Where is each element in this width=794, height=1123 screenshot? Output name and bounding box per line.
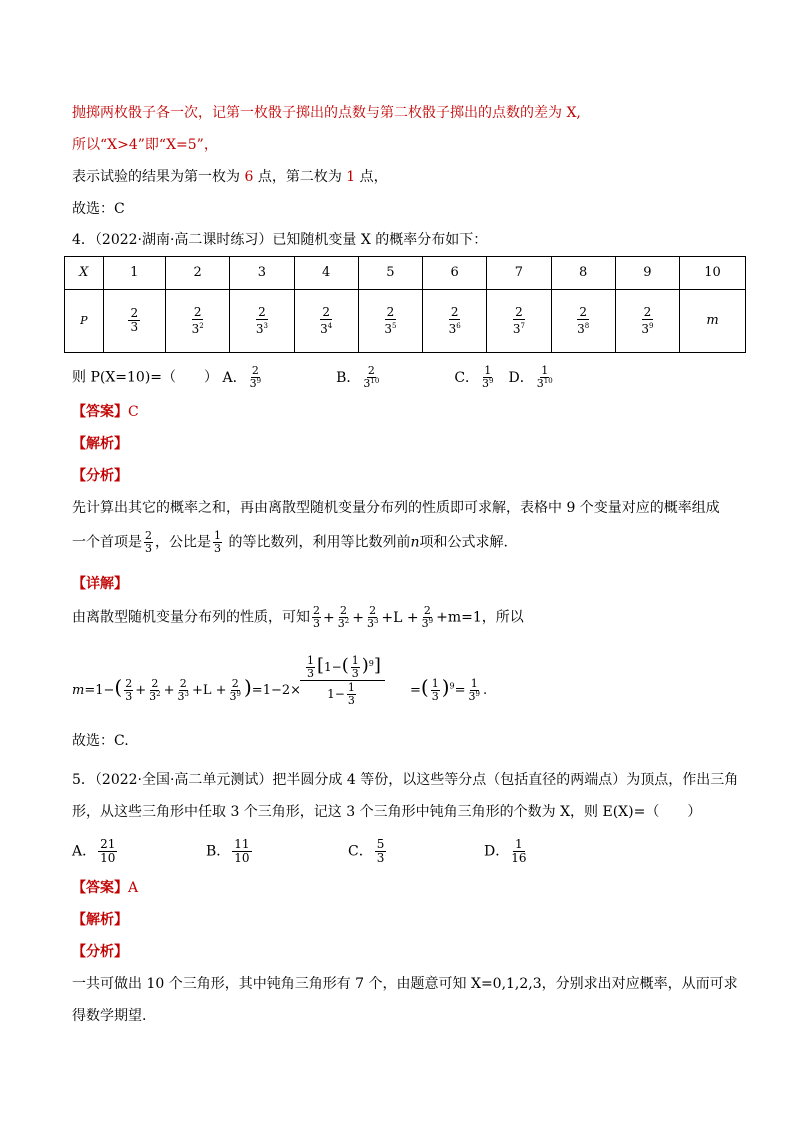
fraction-1-3: $\frac{1}{3}$ (214, 529, 221, 555)
q4-detail-line-1: 由离散型随机变量分布列的性质，可知 $\frac{2}{3}$ + $\frac{2}{3^2}$ + $\frac{2}{3^3}$ +L + $\frac{2}{3^9}$ +m=1，所以 (72, 604, 524, 630)
table-row-x (65, 257, 746, 290)
q5-heading-line-2: 形，从这些三角形中任取 3 个三角形，记这 3 个三角形中钝角三角形的个数为 X，则 E(X)=（ ） (72, 804, 702, 820)
q5-fenxi-label: 【分析】 (72, 944, 128, 960)
q4-conclusion: 故选：C. (72, 733, 129, 749)
q4-detail-label: 【详解】 (72, 576, 128, 592)
fraction-2-3: $\frac{2}{3}$ (145, 529, 152, 555)
q5-fenxi-line-2: 得数学期望. (72, 1008, 147, 1024)
table-row-p (65, 289, 746, 352)
table-cell: 10 (680, 257, 746, 290)
table-cell-probability: $\frac{2}{3^4}$ (294, 289, 358, 352)
q4-question-line: 则 P(X=10)=（ ） A． $\frac{2}{3^9}$ B． $\frac{2}{3^{10}}$ C． $\frac{1}{3^9}$ D． $\frac{1}{3^{10}}$ (72, 365, 556, 390)
intro-line-4: 故选：C (72, 201, 125, 217)
table-cell-m: m (680, 289, 746, 352)
q4-option-d[interactable]: D． $\frac{1}{3^{10}}$ (508, 364, 553, 390)
table-cell-probability: $\frac{2}{3^3}$ (230, 289, 294, 352)
q4-heading: 4．（2022·湖南·高二课时练习）已知随机变量 X 的概率分布如下： (72, 232, 488, 248)
table-cell-probability: $\frac{2}{3^6}$ (423, 289, 487, 352)
table-cell: 5 (358, 257, 422, 290)
q4-option-b[interactable]: B． $\frac{2}{3^{10}}$ (336, 364, 380, 390)
table-cell: 8 (551, 257, 615, 290)
m-derivation-equation: m=1−( $\frac{2}{3}$ + $\frac{2}{3^2}$ + $\frac{2}{3^3}$ +L + $\frac{2}{3^9}$ )=1−2× $\frac{1}{3}$ [1−( $\frac{1}{3}$ )$^9$] 1− $\frac{1}{3}$ =( $\frac{1}{3}$ )$^9$= $\frac{1}{3^9}$ . (72, 645, 592, 721)
q4-answer: 【答案】C (72, 404, 139, 420)
table-cell-probability: $\frac{2}{3}$ (103, 289, 165, 352)
q5-option-a[interactable]: A． $\frac{21}{10}$ (72, 837, 116, 865)
intro-line-3: 表示试验的结果为第一枚为 6 点，第二枚为 1 点， (72, 169, 388, 185)
table-header-p: P (65, 289, 104, 352)
table-cell: 1 (103, 257, 165, 290)
table-cell-probability: $\frac{2}{3^9}$ (615, 289, 679, 352)
table-cell-probability: $\frac{2}{3^8}$ (551, 289, 615, 352)
table-cell: 2 (166, 257, 230, 290)
q4-fenxi-line-1: 先计算出其它的概率之和，再由离散型随机变量分布列的性质即可求解，表格中 9 个变量对应的概率组成 (72, 500, 720, 516)
table-cell-probability: $\frac{2}{3^5}$ (358, 289, 422, 352)
q5-option-d[interactable]: D． $\frac{1}{16}$ (484, 837, 527, 865)
sum-expression: $\frac{2}{3}$ + $\frac{2}{3^2}$ + $\frac{2}{3^3}$ +L + $\frac{2}{3^9}$ (313, 604, 434, 630)
q4-fenxi-label: 【分析】 (72, 468, 128, 484)
q5-option-c[interactable]: C． $\frac{5}{3}$ (348, 837, 385, 865)
probability-distribution-table (64, 256, 746, 353)
q5-answer: 【答案】A (72, 880, 139, 896)
table-cell: 7 (487, 257, 551, 290)
table-cell: 9 (615, 257, 679, 290)
q5-option-b[interactable]: B． $\frac{11}{10}$ (206, 837, 250, 865)
table-cell-probability: $\frac{2}{3^7}$ (487, 289, 551, 352)
table-cell-probability: $\frac{2}{3^2}$ (166, 289, 230, 352)
table-header-x: X (65, 257, 104, 290)
intro-line-2: 所以“X>4”即“X=5”， (72, 137, 218, 153)
table-cell: 4 (294, 257, 358, 290)
q4-option-a[interactable]: A． $\frac{2}{3^9}$ (222, 364, 262, 390)
q4-option-c[interactable]: C． $\frac{1}{3^9}$ (454, 364, 494, 390)
table-cell: 3 (230, 257, 294, 290)
q4-analysis-label: 【解析】 (72, 436, 128, 452)
intro-line-1: 抛掷两枚骰子各一次，记第一枚骰子掷出的点数与第二枚骰子掷出的点数的差为 X, (72, 105, 581, 121)
q4-fenxi-line-2: 一个首项是 $\frac{2}{3}$ ，公比是 $\frac{1}{3}$ 的等比数列，利用等比数列前n项和公式求解. (72, 529, 508, 555)
q5-analysis-label: 【解析】 (72, 912, 128, 928)
q5-heading-line-1: 5．（2022·全国·高二单元测试）把半圆分成 4 等份，以这些等分点（包括直径的两端点）为顶点，作出三角 (72, 772, 739, 788)
table-cell: 6 (423, 257, 487, 290)
q5-fenxi-line-1: 一共可做出 10 个三角形，其中钝角三角形有 7 个，由题意可知 X=0,1,2,3，分别求出对应概率，从而可求 (72, 976, 738, 992)
